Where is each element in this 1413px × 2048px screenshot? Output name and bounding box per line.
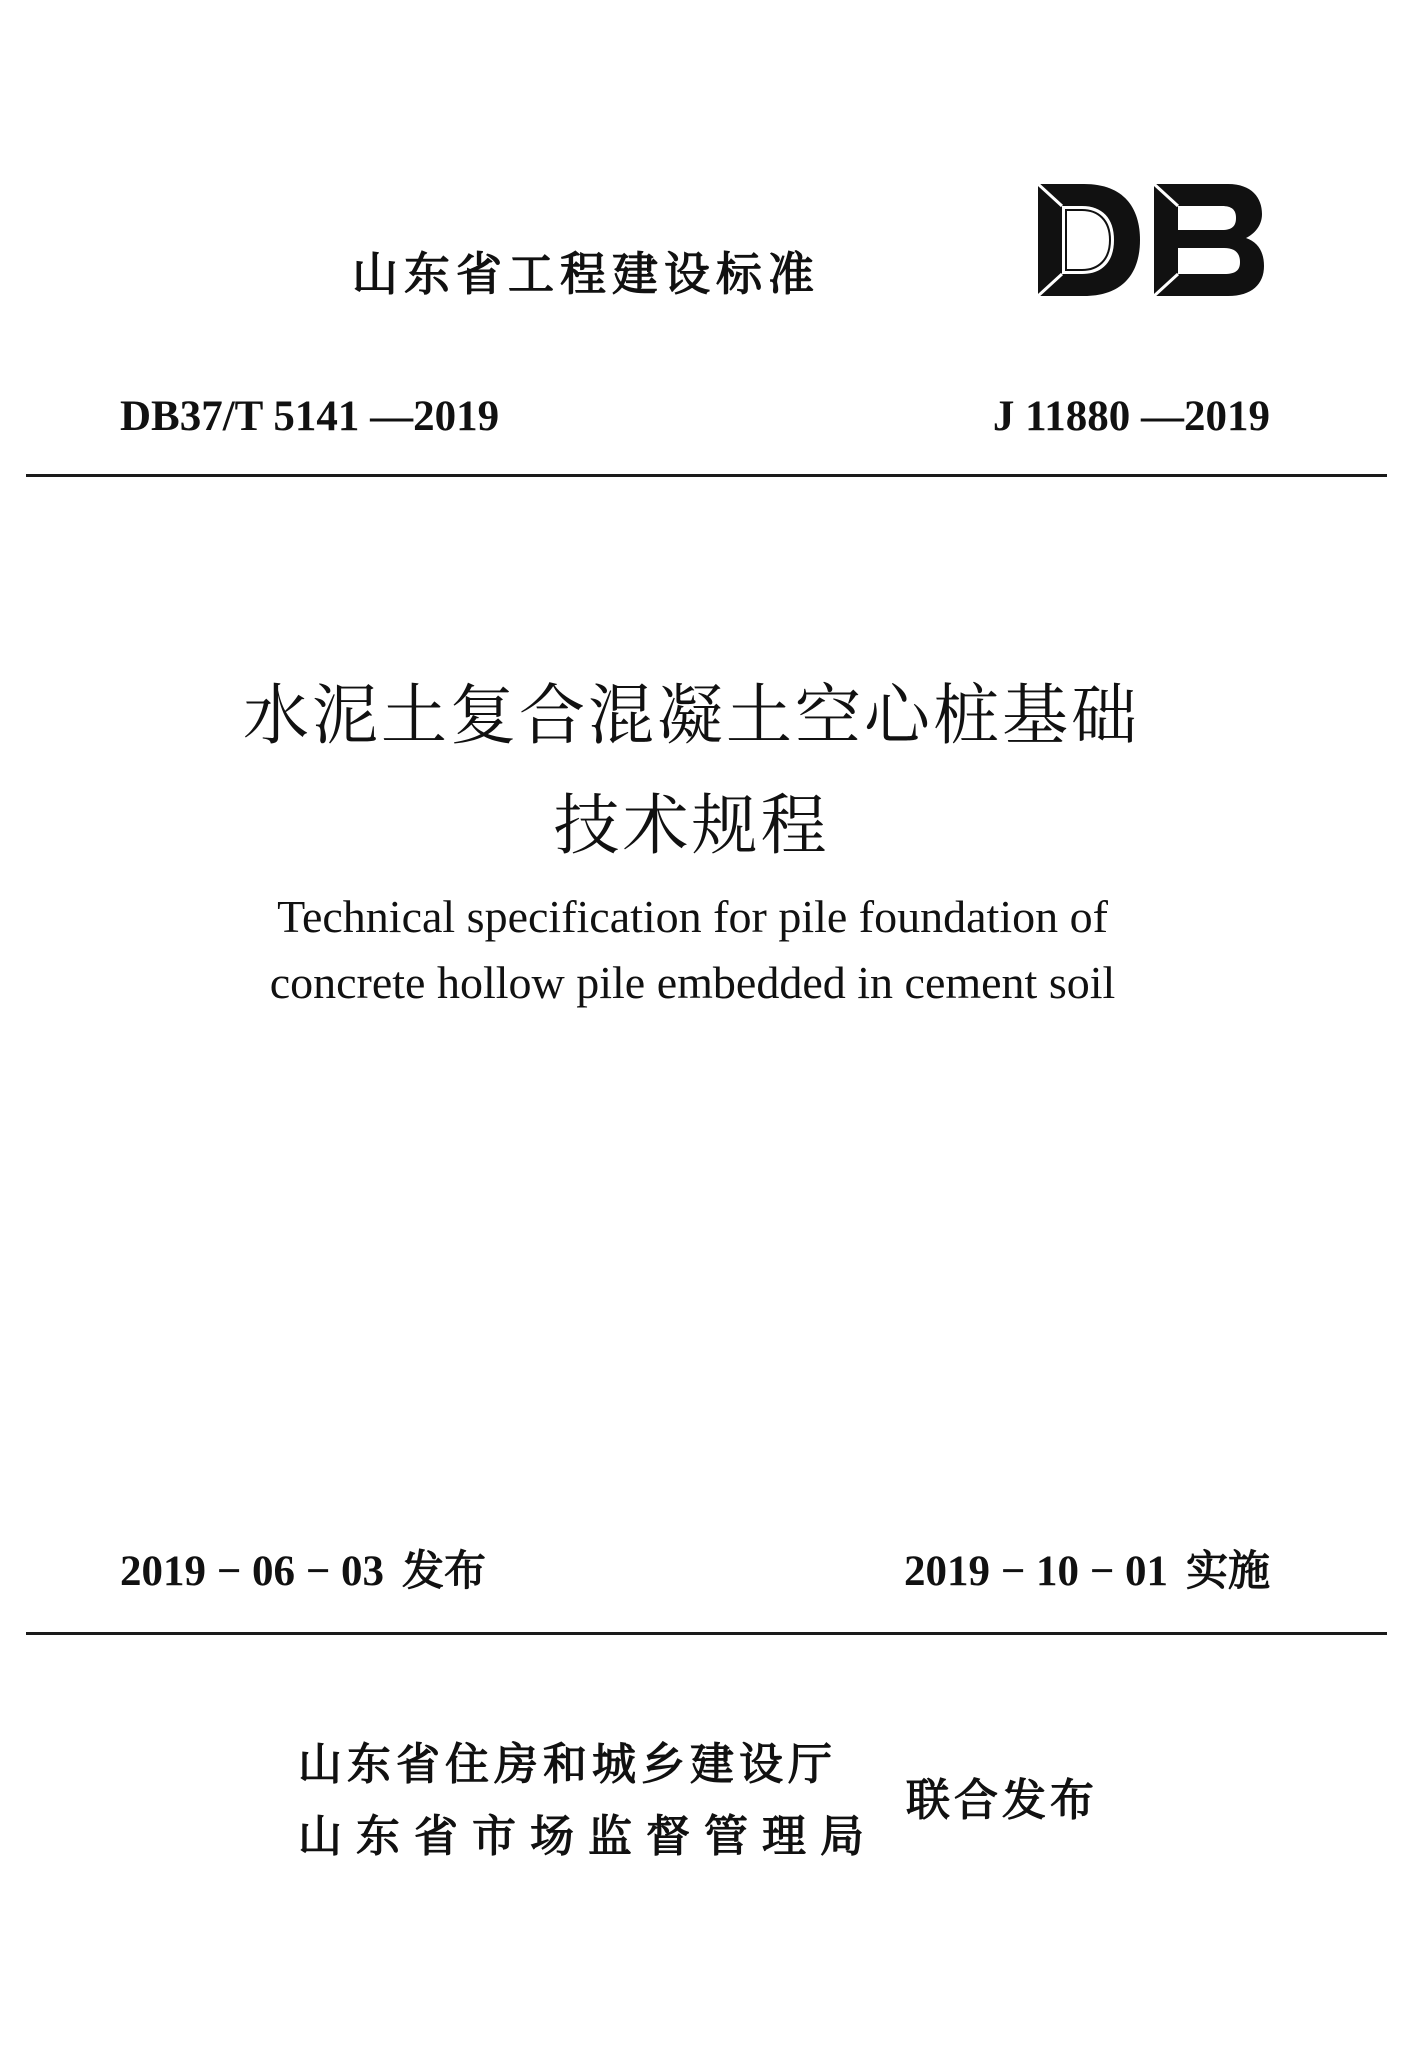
top-divider: [26, 474, 1387, 477]
title-en-line2: concrete hollow pile embedded in cement soil: [269, 957, 1116, 1008]
issuer-housing-department: 山东省住房和城乡建设厅: [298, 1739, 837, 1790]
title-cn-line1: 水泥土复合混凝土空心桩基础: [243, 680, 1140, 753]
issue-date: 2019 − 06 − 03: [120, 1548, 385, 1595]
issue-label: 发布: [402, 1546, 487, 1595]
implement-label: 实施: [1185, 1546, 1270, 1595]
issue-date-block: [120, 1538, 486, 1598]
db-logo: [1032, 178, 1267, 302]
bottom-divider: [26, 1632, 1387, 1635]
implement-date-block: [904, 1538, 1270, 1598]
joint-issue-label: 联合发布: [906, 1775, 1098, 1826]
title-cn-line2: 技术规程: [553, 790, 830, 863]
implement-date: 2019 − 10 − 01: [903, 1548, 1168, 1595]
db-logo-b: [1154, 184, 1264, 296]
title-en-line1: Technical specification for pile foundation of: [277, 891, 1108, 942]
record-code: J 11880 —2019: [992, 393, 1270, 440]
standard-category: 山东省工程建设标准: [352, 247, 820, 301]
db-logo-d: [1038, 184, 1140, 296]
standard-code: DB37/T 5141 —2019: [120, 393, 500, 440]
issuer-market-bureau: 山东省市场监督管理局: [298, 1811, 878, 1862]
